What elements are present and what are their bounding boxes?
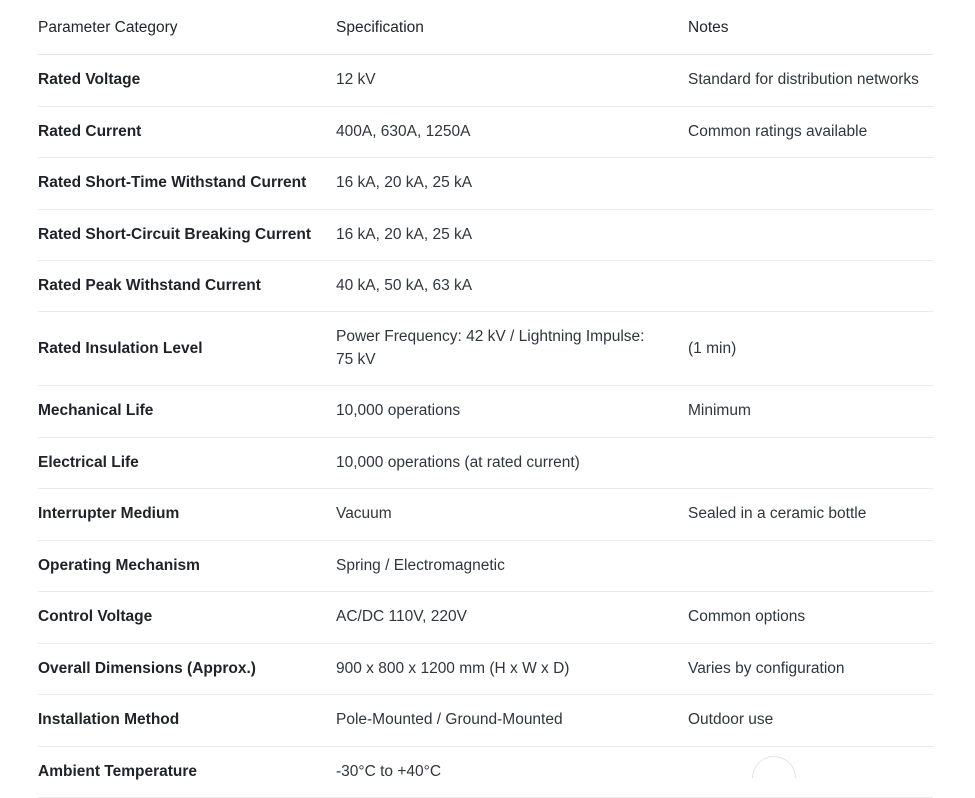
cell-parameter: Control Voltage [38,592,336,643]
table-row [38,437,933,488]
cell-notes [688,209,933,260]
cell-specification: 900 x 800 x 1200 mm (H x W x D) [336,643,688,694]
cell-parameter: Rated Peak Withstand Current [38,261,336,312]
cell-parameter: Interrupter Medium [38,489,336,540]
cell-specification: 10,000 operations [336,386,688,437]
cell-specification: 40 kA, 50 kA, 63 kA [336,261,688,312]
table-row [38,106,933,157]
cell-parameter: Overall Dimensions (Approx.) [38,643,336,694]
cell-notes: Outdoor use [688,695,933,746]
specification-table [38,18,933,798]
cell-specification: -30°C to +40°C [336,746,688,797]
table-body [38,55,933,798]
table-row [38,261,933,312]
cell-parameter: Mechanical Life [38,386,336,437]
table-row [38,695,933,746]
table-row [38,55,933,106]
cell-specification: 400A, 630A, 1250A [336,106,688,157]
cell-parameter: Electrical Life [38,437,336,488]
cell-specification: AC/DC 110V, 220V [336,592,688,643]
cell-parameter: Rated Voltage [38,55,336,106]
document-page [0,18,975,780]
cell-notes [688,746,933,797]
column-header-notes: Notes [688,18,933,55]
cell-notes: Minimum [688,386,933,437]
cell-specification: Spring / Electromagnetic [336,540,688,591]
table-row [38,643,933,694]
table-header-row [38,18,933,55]
cell-specification: Vacuum [336,489,688,540]
cell-notes: Common ratings available [688,106,933,157]
table-header [38,18,933,55]
cell-specification: Power Frequency: 42 kV / Lightning Impulse: 75 kV [336,312,688,386]
cell-parameter: Operating Mechanism [38,540,336,591]
table-row [38,489,933,540]
cell-notes: (1 min) [688,312,933,386]
cell-notes: Sealed in a ceramic bottle [688,489,933,540]
table-row [38,746,933,797]
cell-parameter: Installation Method [38,695,336,746]
cell-specification: Pole-Mounted / Ground-Mounted [336,695,688,746]
cell-parameter: Rated Short-Circuit Breaking Current [38,209,336,260]
cell-notes: Standard for distribution networks [688,55,933,106]
cell-notes: Varies by configuration [688,643,933,694]
table-row [38,209,933,260]
cell-specification: 16 kA, 20 kA, 25 kA [336,209,688,260]
table-row [38,158,933,209]
cell-parameter: Rated Current [38,106,336,157]
table-row [38,312,933,386]
cell-parameter: Ambient Temperature [38,746,336,797]
cell-notes [688,261,933,312]
cell-notes: Common options [688,592,933,643]
table-row [38,386,933,437]
cell-notes [688,437,933,488]
cell-parameter: Rated Insulation Level [38,312,336,386]
cell-notes [688,158,933,209]
column-header-parameter-category: Parameter Category [38,18,336,55]
column-header-specification: Specification [336,18,688,55]
cell-specification: 10,000 operations (at rated current) [336,437,688,488]
cell-parameter: Rated Short-Time Withstand Current [38,158,336,209]
cell-notes [688,540,933,591]
cell-specification: 12 kV [336,55,688,106]
table-row [38,540,933,591]
table-row [38,592,933,643]
cell-specification: 16 kA, 20 kA, 25 kA [336,158,688,209]
